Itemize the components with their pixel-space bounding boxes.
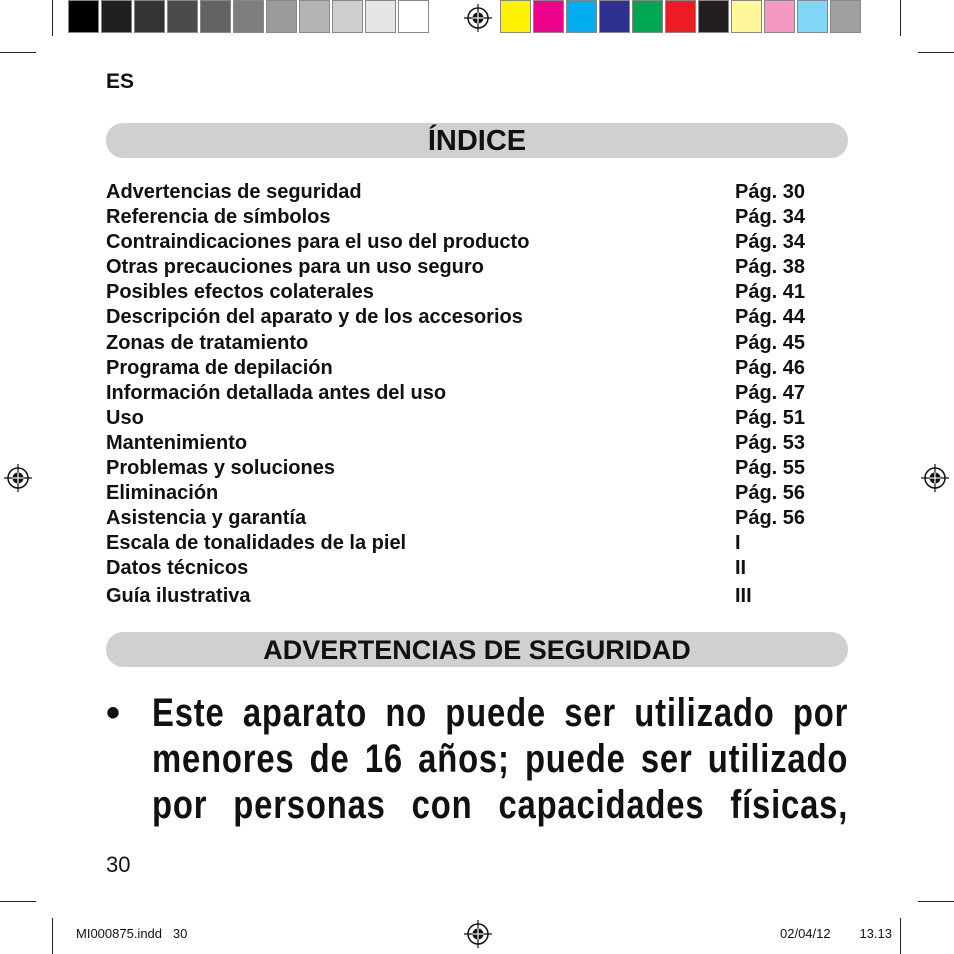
gray-swatch — [200, 0, 231, 33]
toc-entry-title: Asistencia y garantía — [106, 507, 307, 530]
safety-warning-text: Este aparato no puede ser utilizado por menores de 16 años; puede ser utilizado por personas con capacidades físicas, — [152, 691, 849, 827]
process-swatch — [632, 0, 663, 33]
toc-entry-page: Pág. 51 — [735, 406, 806, 429]
crop-mark — [918, 52, 954, 53]
toc-entry-page: II — [735, 557, 747, 580]
table-of-contents — [106, 180, 816, 609]
crop-mark — [0, 901, 36, 902]
process-swatch — [599, 0, 630, 33]
toc-entry — [106, 556, 816, 581]
gray-swatch — [365, 0, 396, 33]
toc-entry — [106, 356, 816, 381]
toc-entry-title: Referencia de símbolos — [106, 206, 331, 229]
toc-entry-page: Pág. 41 — [735, 281, 806, 304]
registration-mark-icon — [4, 464, 32, 492]
toc-entry-title: Uso — [106, 406, 144, 429]
process-swatch — [533, 0, 564, 33]
toc-entry-page: Pág. 45 — [735, 331, 806, 354]
toc-entry-title: Guía ilustrativa — [106, 584, 251, 607]
process-swatch — [500, 0, 531, 33]
gray-swatch — [233, 0, 264, 33]
registration-mark-icon — [464, 920, 492, 948]
toc-entry — [106, 205, 816, 230]
gray-swatch — [398, 0, 429, 33]
gray-swatch — [101, 0, 132, 33]
toc-entry-title: Contraindicaciones para el uso del producto — [106, 231, 530, 254]
gray-swatch — [68, 0, 99, 33]
toc-entry — [106, 406, 816, 431]
registration-mark-icon — [464, 4, 492, 32]
toc-entry — [106, 280, 816, 305]
footer-file-info: MI000875.indd 30 — [76, 926, 188, 941]
crop-mark — [900, 918, 901, 954]
toc-entry-title: Otras precauciones para un uso seguro — [106, 256, 484, 279]
toc-entry — [106, 230, 816, 255]
toc-entry-title: Zonas de tratamiento — [106, 331, 309, 354]
toc-entry-page: Pág. 44 — [735, 306, 806, 329]
process-swatch — [698, 0, 729, 33]
toc-entry-page: Pág. 55 — [735, 457, 806, 480]
page-number: 30 — [106, 852, 131, 877]
toc-entry-title: Eliminación — [106, 482, 219, 505]
toc-entry-page: Pág. 34 — [735, 231, 806, 254]
toc-entry — [106, 331, 816, 356]
toc-entry — [106, 584, 816, 609]
toc-entry-page: Pág. 53 — [735, 431, 806, 454]
process-color-bar — [500, 0, 861, 36]
safety-heading: ADVERTENCIAS DE SEGURIDAD — [106, 632, 848, 667]
process-swatch — [797, 0, 828, 33]
registration-mark-icon — [921, 464, 949, 492]
process-swatch — [731, 0, 762, 33]
toc-entry-page: III — [735, 584, 752, 607]
crop-mark — [52, 0, 53, 36]
toc-entry-page: Pág. 46 — [735, 356, 806, 379]
toc-entry-title: Descripción del aparato y de los accesorios — [106, 306, 523, 329]
toc-entry — [106, 531, 816, 556]
safety-warning — [106, 690, 848, 828]
toc-entry-page: Pág. 56 — [735, 507, 806, 530]
toc-entry-page: Pág. 56 — [735, 482, 806, 505]
gray-swatch — [299, 0, 330, 33]
footer-date-time: 02/04/12 13.13 — [780, 926, 892, 941]
toc-entry-title: Información detallada antes del uso — [106, 381, 447, 404]
toc-entry-title: Escala de tonalidades de la piel — [106, 532, 407, 555]
process-swatch — [764, 0, 795, 33]
toc-entry — [106, 305, 816, 330]
toc-entry — [106, 180, 816, 205]
toc-entry-title: Mantenimiento — [106, 431, 248, 454]
index-heading: ÍNDICE — [106, 123, 848, 158]
grayscale-color-bar — [68, 0, 429, 36]
toc-entry — [106, 481, 816, 506]
toc-entry-page: Pág. 38 — [735, 256, 806, 279]
process-swatch — [830, 0, 861, 33]
toc-entry — [106, 255, 816, 280]
toc-entry-title: Advertencias de seguridad — [106, 181, 362, 203]
toc-entry — [106, 456, 816, 481]
gray-swatch — [167, 0, 198, 33]
gray-swatch — [332, 0, 363, 33]
toc-entry-title: Problemas y soluciones — [106, 457, 335, 480]
process-swatch — [665, 0, 696, 33]
crop-mark — [918, 901, 954, 902]
process-swatch — [566, 0, 597, 33]
crop-mark — [900, 0, 901, 36]
toc-entry-title: Programa de depilación — [106, 356, 333, 379]
language-code: ES — [106, 70, 135, 93]
crop-mark — [52, 918, 53, 954]
gray-swatch — [266, 0, 297, 33]
toc-entry-page: I — [735, 532, 741, 555]
toc-entry-title: Posibles efectos colaterales — [106, 281, 374, 304]
crop-mark — [0, 52, 36, 53]
toc-entry — [106, 431, 816, 456]
toc-entry — [106, 506, 816, 531]
gray-swatch — [134, 0, 165, 33]
bullet-icon: • — [106, 691, 122, 735]
toc-entry — [106, 381, 816, 406]
toc-entry-page: Pág. 30 — [735, 181, 806, 203]
toc-entry-page: Pág. 34 — [735, 206, 806, 229]
toc-entry-title: Datos técnicos — [106, 557, 249, 580]
toc-entry-page: Pág. 47 — [735, 381, 806, 404]
